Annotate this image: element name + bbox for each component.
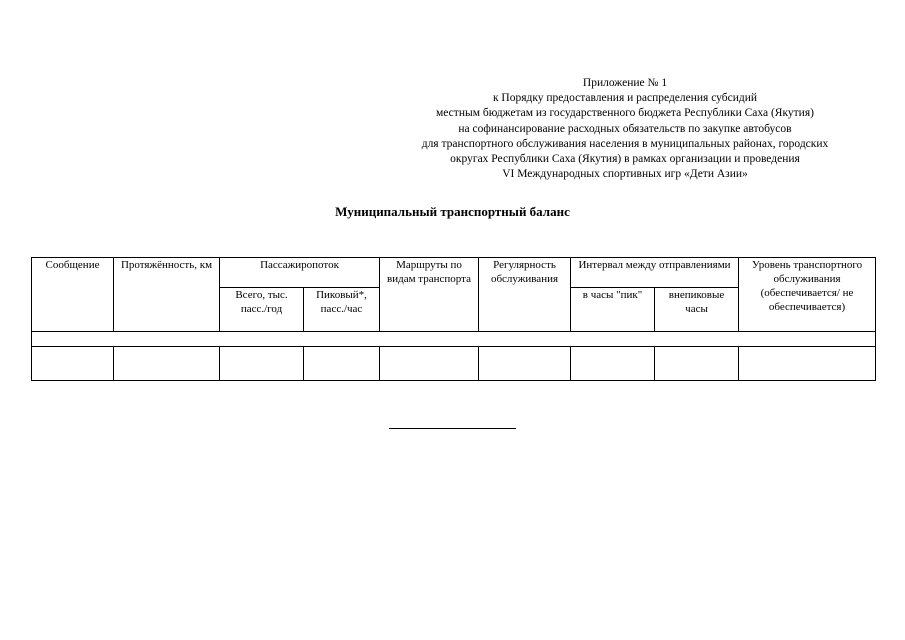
header-routes: Маршруты по видам транспорта (380, 258, 479, 332)
appendix-line: к Порядку предоставления и распределения субсидий (492, 92, 758, 105)
table-cell (380, 347, 479, 381)
document-title: Муниципальный транспортный баланс (335, 204, 570, 219)
table-cell (739, 347, 876, 381)
header-interval: Интервал между отправлениями (571, 258, 739, 288)
table-cell (114, 347, 220, 381)
header-message: Сообщение (32, 258, 114, 332)
transport-balance-table (31, 257, 876, 381)
table-section-row (32, 332, 876, 347)
table-cell (571, 347, 655, 381)
appendix-line: на софинансирование расходных обязательств по закупке автобусов (458, 122, 792, 135)
header-peak: Пиковый*, пасс./час (304, 288, 380, 332)
header-total: Всего, тыс. пасс./год (220, 288, 304, 332)
table-cell (32, 347, 114, 381)
table-cell (479, 347, 571, 381)
appendix-line: Приложение № 1 (582, 77, 668, 89)
header-peak-hours: в часы "пик" (571, 288, 655, 332)
table-cell (304, 347, 380, 381)
header-service-level: Уровень транспортного обслуживания (обеспечивается/ не обеспечивается) (739, 258, 876, 332)
header-offpeak-hours: внепиковые часы (655, 288, 739, 332)
end-divider-line (389, 428, 516, 429)
appendix-line: для транспортного обслуживания населения в муниципальных районах, городских (421, 137, 829, 150)
header-passenger-flow: Пассажиропоток (220, 258, 380, 288)
appendix-line: VI Международных спортивных игр «Дети Азии» (502, 168, 748, 181)
header-length: Протяжённость, км (114, 258, 220, 332)
table-cell (655, 347, 739, 381)
appendix-line: округах Республики Саха (Якутия) в рамках организации и проведения (450, 153, 800, 166)
header-regularity: Регулярность обслуживания (479, 258, 571, 332)
appendix-line: местным бюджетам из государственного бюджета Республики Саха (Якутия) (436, 107, 814, 120)
table-cell (220, 347, 304, 381)
appendix-header (380, 76, 870, 182)
table-row (32, 347, 876, 381)
